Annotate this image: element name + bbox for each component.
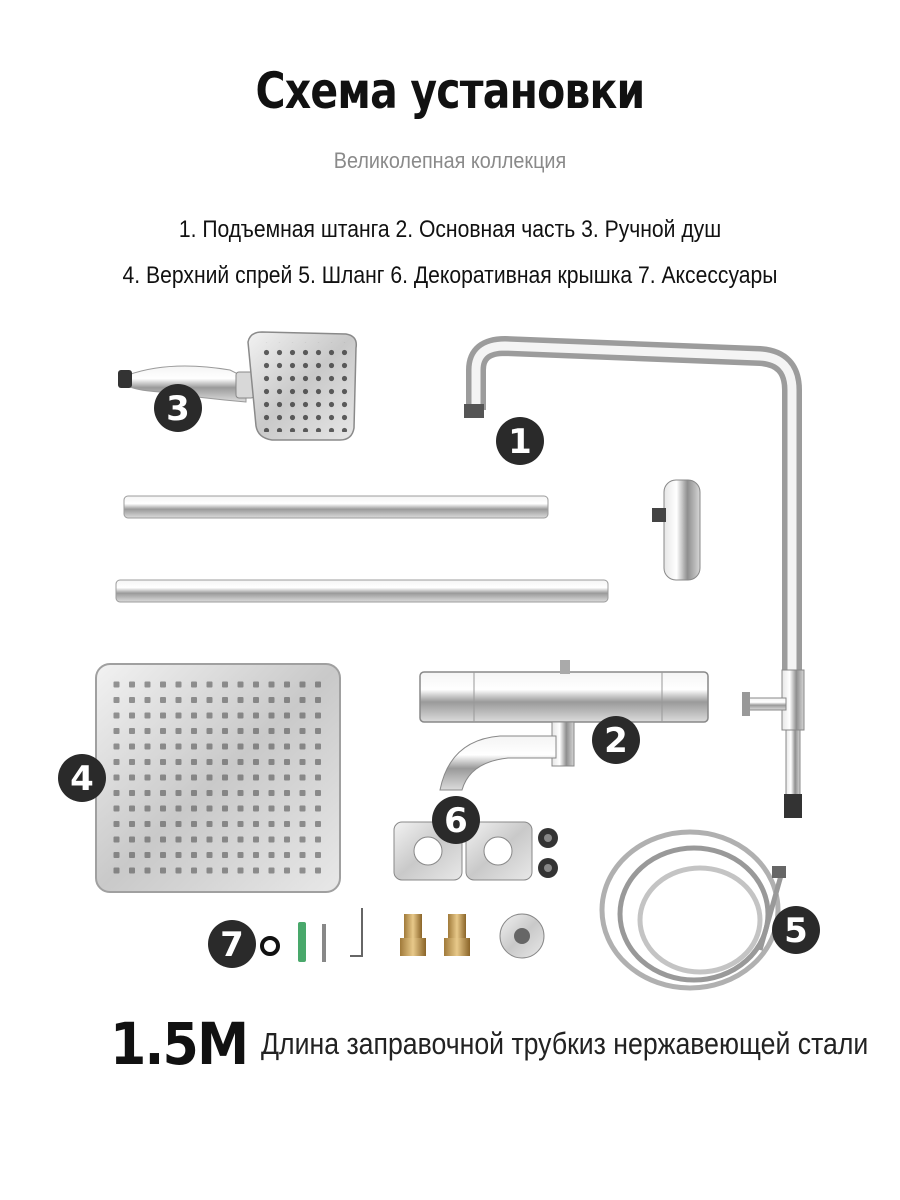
svg-text:2: 2 [604,721,628,761]
hand-shower [118,332,356,440]
page-subtitle: Великолепная коллекция [333,148,567,173]
badge-5 [772,906,820,954]
badge-6 [432,796,480,844]
extension-tubes [116,496,608,602]
svg-text:1: 1 [508,422,532,462]
hose [602,832,786,988]
svg-text:5: 5 [784,911,808,951]
badge-2 [592,716,640,764]
parts-legend-line-2: 4. Верхний спрей 5. Шланг 6. Декоративная крышка 7. Аксессуары [122,262,778,289]
hose-length-description: Длина заправочной трубкиз нержавеющей стали [260,1026,869,1061]
svg-text:6: 6 [444,801,468,841]
accessories [262,908,544,962]
page-title: Схема установки [255,62,645,120]
thermostatic-mixer [420,660,708,790]
top-spray [96,664,340,892]
badge-3 [154,384,202,432]
svg-text:7: 7 [220,925,244,965]
parts-legend-line-1: 1. Подъемная штанга 2. Основная часть 3. Ручной душ [178,216,722,243]
badge-4 [58,754,106,802]
badge-7 [208,920,256,968]
badge-1 [496,417,544,465]
svg-text:4: 4 [70,759,94,799]
hose-length-caption [110,1010,900,1078]
svg-text:3: 3 [166,389,190,429]
hose-length-value: 1.5M [110,1010,248,1078]
parts-illustration [0,320,900,1000]
